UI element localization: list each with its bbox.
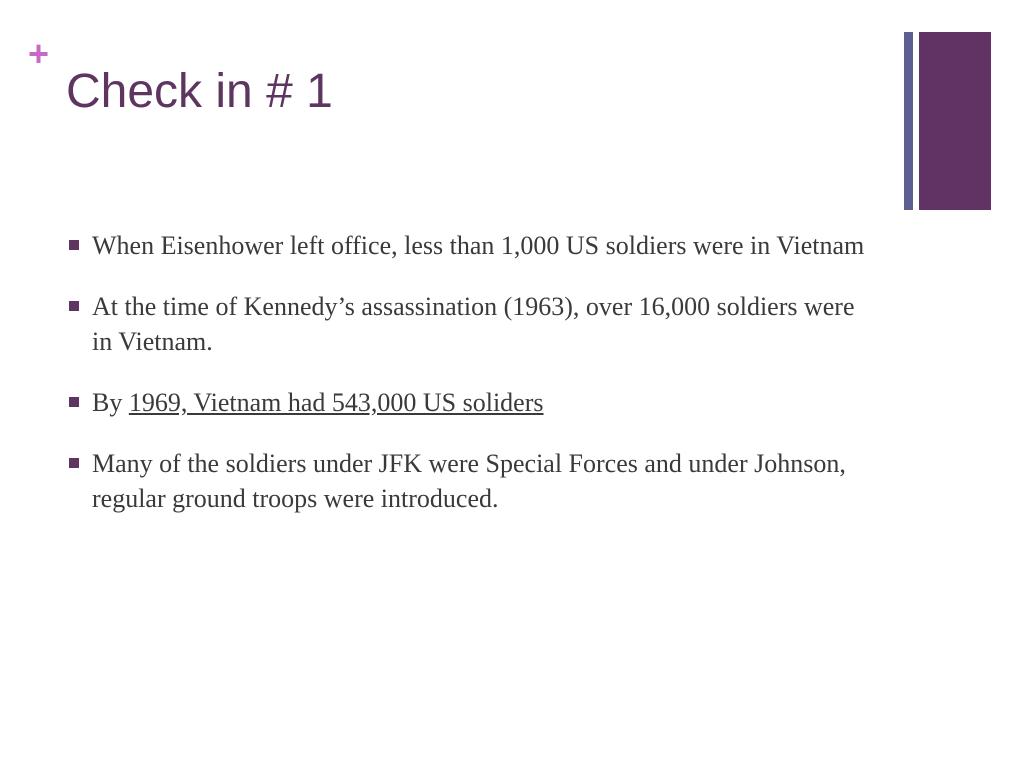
plus-icon: + (28, 33, 50, 74)
bullet-text: Many of the soldiers under JFK were Special Forces and under Johnson, regular ground troops were introduced. (92, 449, 846, 513)
bullet-item (66, 289, 866, 359)
bullet-text: When Eisenhower left office, less than 1,000 US soldiers were in Vietnam (92, 231, 865, 260)
bullet-list (66, 228, 866, 542)
square-bullet-icon (69, 301, 79, 311)
bullet-prefix: By (92, 388, 129, 417)
slide-title: Check in # 1 (66, 65, 333, 118)
square-bullet-icon (69, 240, 79, 250)
bullet-item (66, 446, 866, 516)
square-bullet-icon (69, 458, 79, 468)
hyperlink-1969-soldiers[interactable]: 1969, Vietnam had 543,000 US soliders (128, 388, 544, 417)
square-bullet-icon (69, 397, 79, 407)
bullet-text: At the time of Kennedy’s assassination (1963), over 16,000 soldiers were in Vietnam. (92, 292, 855, 356)
accent-bar-wide (919, 32, 991, 210)
accent-bar-thin (904, 32, 913, 210)
bullet-item (66, 385, 866, 420)
bullet-item (66, 228, 866, 263)
